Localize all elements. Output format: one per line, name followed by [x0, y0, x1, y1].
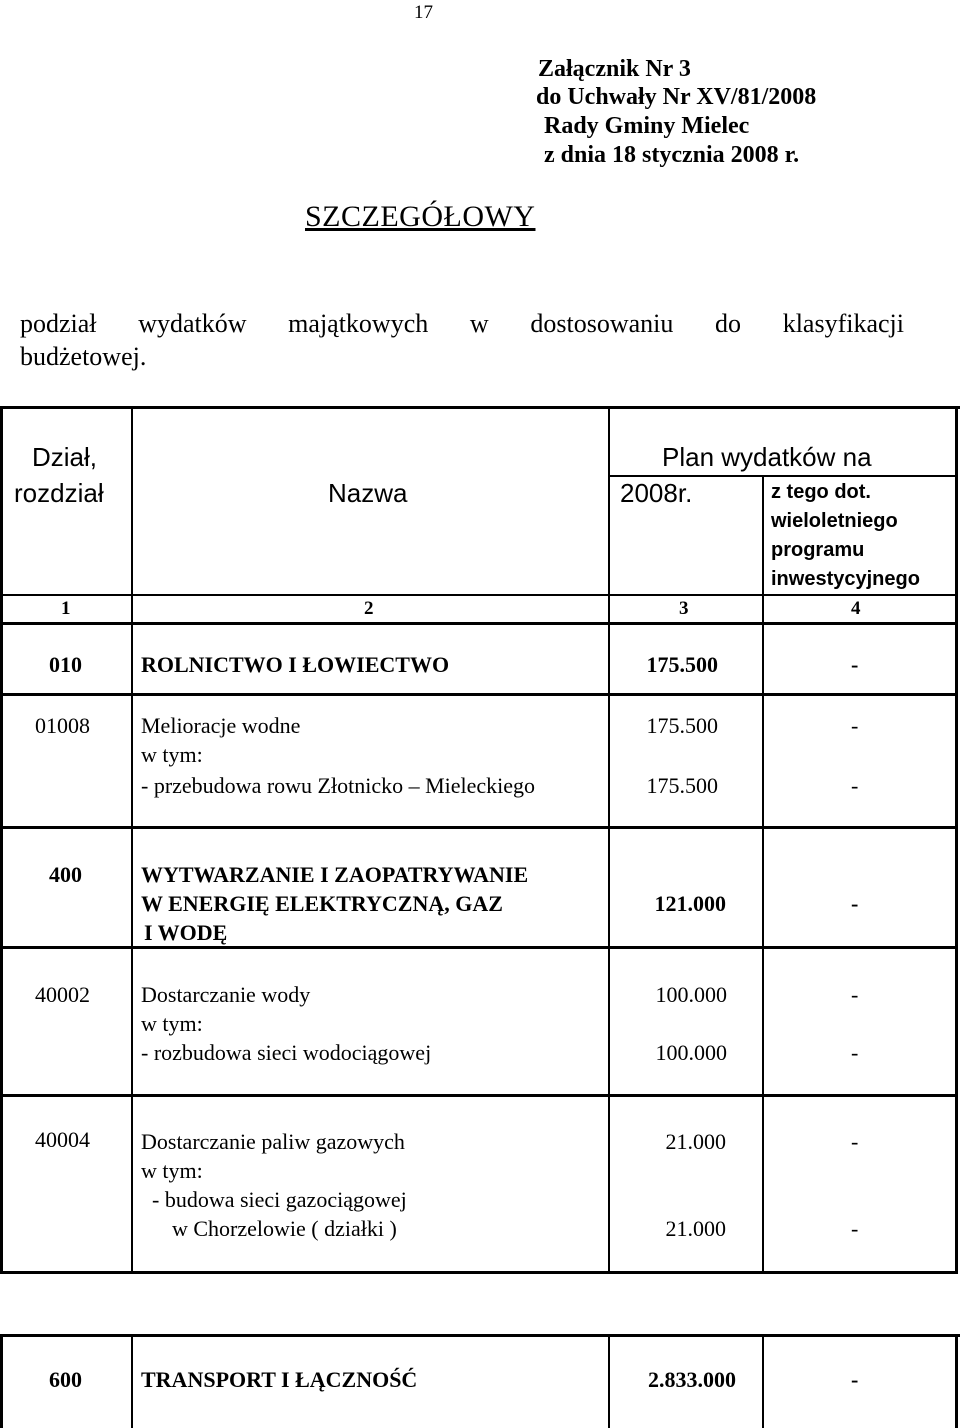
header-inwestycyjnego: inwestycyjnego — [771, 568, 920, 590]
plan-header-rule — [608, 475, 958, 477]
row-wtym: w tym: — [141, 742, 203, 767]
row-multi: - — [851, 713, 859, 738]
row-multi: - — [851, 652, 859, 677]
row-multi: - — [851, 1367, 859, 1392]
attachment-line-1: Załącznik Nr 3 — [538, 56, 691, 82]
header-rule — [0, 594, 958, 596]
table2-col-divider-3 — [762, 1334, 764, 1428]
col-number-1: 1 — [61, 598, 71, 619]
row-rule-40002 — [0, 1094, 958, 1097]
row-rule-01008 — [0, 826, 958, 829]
row-item-multi: - — [851, 1040, 859, 1065]
table-border-bottom — [0, 1271, 958, 1274]
row-item-multi: - — [851, 1216, 859, 1241]
table-border-left — [0, 406, 3, 1274]
table-border-right — [955, 406, 958, 1274]
row-multi: - — [851, 891, 859, 916]
row-name: TRANSPORT I ŁĄCZNOŚĆ — [141, 1367, 418, 1392]
row-name: Dostarczanie paliw gazowych — [141, 1129, 405, 1154]
col-number-2: 2 — [364, 598, 374, 619]
row-item-multi: - — [851, 773, 859, 798]
header-z-tego: z tego dot. — [771, 481, 871, 503]
table2-col-divider-1 — [131, 1334, 133, 1428]
row-code: 40002 — [35, 982, 90, 1007]
row-name: Dostarczanie wody — [141, 982, 311, 1007]
intro-line-1: podział wydatków majątkowych w dostosowaniu do klasyfikacji — [20, 309, 904, 338]
row-rule-010 — [0, 693, 958, 696]
col-number-3: 3 — [679, 598, 689, 619]
intro-line-2: budżetowej. — [20, 342, 147, 371]
row-item: - przebudowa rowu Złotnicko – Mieleckiego — [141, 773, 536, 798]
row-name-line-2: W ENERGIĘ ELEKTRYCZNĄ, GAZ — [141, 891, 503, 916]
col-number-4: 4 — [851, 598, 861, 619]
attachment-line-2: do Uchwały Nr XV/81/2008 — [536, 84, 817, 110]
row-wtym: w tym: — [141, 1158, 203, 1183]
row-item-plan: 21.000 — [665, 1216, 726, 1241]
numbers-rule — [0, 622, 958, 625]
attachment-line-3: Rady Gminy Mielec — [544, 113, 750, 139]
row-plan: 2.833.000 — [648, 1367, 736, 1392]
row-plan: 100.000 — [655, 982, 727, 1007]
header-programu: programu — [771, 539, 865, 561]
page-number: 17 — [414, 2, 433, 23]
table2-border-top — [0, 1334, 960, 1337]
row-multi: - — [851, 982, 859, 1007]
table-border-top — [0, 406, 960, 409]
row-name: Melioracje wodne — [141, 713, 301, 738]
document-title: SZCZEGÓŁOWY — [305, 200, 536, 233]
row-code: 01008 — [35, 713, 90, 738]
row-item: - rozbudowa sieci wodociągowej — [141, 1040, 432, 1065]
table2-border-left — [0, 1334, 3, 1428]
row-plan: 175.500 — [646, 713, 718, 738]
row-code: 010 — [49, 652, 82, 677]
col-divider-1 — [131, 406, 133, 1274]
row-code: 400 — [49, 862, 82, 887]
header-plan: Plan wydatków na — [662, 442, 872, 472]
header-nazwa: Nazwa — [328, 478, 408, 508]
header-rozdzial: rozdział — [14, 478, 104, 508]
row-code: 40004 — [35, 1127, 90, 1152]
row-wtym: w tym: — [141, 1011, 203, 1036]
row-plan: 175.500 — [646, 652, 718, 677]
header-2008: 2008r. — [620, 478, 693, 508]
row-item-line-2: w Chorzelowie ( działki ) — [172, 1216, 397, 1241]
row-name-line-1: WYTWARZANIE I ZAOPATRYWANIE — [141, 862, 529, 887]
row-plan: 121.000 — [654, 891, 726, 916]
attachment-line-4: z dnia 18 stycznia 2008 r. — [544, 142, 800, 168]
row-multi: - — [851, 1129, 859, 1154]
row-plan: 21.000 — [665, 1129, 726, 1154]
table2-border-right — [955, 1334, 958, 1428]
row-rule-400 — [0, 946, 958, 949]
row-name-line-3: I WODĘ — [144, 920, 228, 945]
row-item-line-1: - budowa sieci gazociągowej — [152, 1187, 407, 1212]
row-name: ROLNICTWO I ŁOWIECTWO — [141, 652, 450, 677]
header-dzial: Dział, — [32, 442, 98, 472]
row-code: 600 — [49, 1367, 82, 1392]
header-wieloletniego: wieloletniego — [771, 510, 898, 532]
row-item-plan: 175.500 — [646, 773, 718, 798]
row-item-plan: 100.000 — [655, 1040, 727, 1065]
